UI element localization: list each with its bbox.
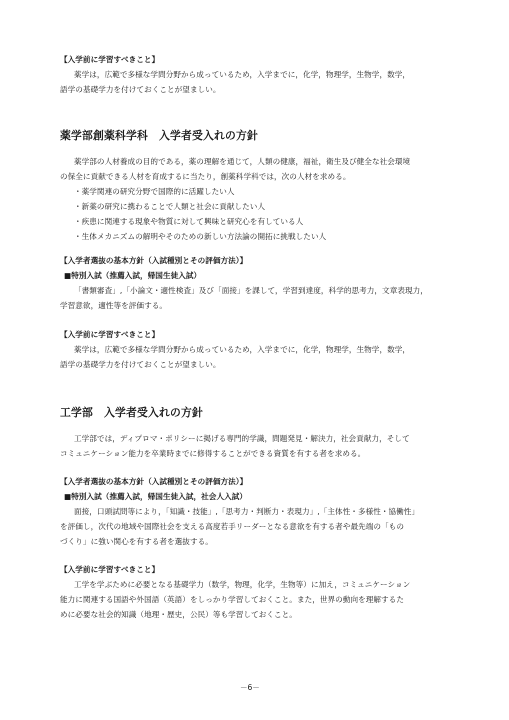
body-line: 工学部では，ディプロマ・ポリシーに掲げる専門的学識，問題発見・解決力，社会貢献力，そして [74, 434, 410, 443]
section-heading: 【入学前に学習すべきこと】 [60, 565, 160, 574]
body-line: 能力に関連する国語や外国語（英語）をしっかり学習しておくこと。また，世界の動向を理解するた [60, 595, 404, 604]
exam-type-label: ■特別入試（推薦入試，帰国生徒入試，社会人入試） [64, 492, 248, 501]
body-line: 薬学は，広範で多様な学問分野から成っているため，入学までに，化学，物理学，生物学，数学， [74, 70, 411, 79]
bullet-item: ・生体メカニズムの解明やそのための新しい方法論の開拓に挑戦したい人 [74, 232, 327, 241]
body-line: 「書類審査」,「小論文・適性検査」及び「面接」を課して，学習到達度，科学的思考力，文章表現力， [74, 286, 428, 295]
page-number: －6－ [240, 683, 260, 692]
policy-heading: 【入学者選抜の基本方針（入試種別とその評価方法）】 [60, 477, 248, 486]
bullet-item: ・新薬の研究に携わることで人類と社会に貢献したい人 [74, 202, 266, 211]
body-line: めに必要な社会的知識（地理・歴史，公民）等も学習しておくこと。 [60, 610, 297, 619]
body-line: を評価し，次代の地域や国際社会を支える高度若手リーダーとなる意欲を有する者や最先端の「もの [60, 522, 404, 531]
body-line: 語学の基礎学力を付けておくことが望ましい。 [60, 85, 221, 94]
body-line: コミュニケーション能力を卒業時までに修得することができる資質を有する者を求める。 [60, 449, 366, 458]
body-line: の保全に貢献できる人材を育成するに当たり，創薬科学科では，次の人材を求める。 [60, 172, 351, 181]
body-line: 工学を学ぶために必要となる基礎学力（数学，物理，化学，生物等）に加え，コミュニケーション [74, 580, 411, 589]
body-line: 薬学部の人材養成の目的である，薬の理解を通じて，人類の健康，福祉，衛生及び健全な社会環境 [74, 157, 411, 166]
body-line: 学習意欲，適性等を評価する。 [60, 301, 168, 310]
body-line: 面接，口頭試問等により，「知識・技能」,「思考力・判断力・表現力」,「主体性・多様性・協働性」 [74, 507, 420, 516]
section-heading: 【入学前に学習すべきこと】 [60, 330, 160, 339]
section-heading: 【入学前に学習すべきこと】 [60, 55, 160, 64]
policy-heading: 【入学者選抜の基本方針（入試種別とその評価方法）】 [60, 256, 248, 265]
section-title: 工学部 入学者受入れの方針 [60, 406, 203, 419]
bullet-item: ・疾患に関連する現象や物質に対して興味と研究心を有している人 [74, 217, 304, 226]
bullet-item: ・薬学関連の研究分野で国際的に活躍したい人 [74, 187, 235, 196]
exam-type-label: ■特別入試（推薦入試，帰国生徒入試） [64, 271, 202, 280]
body-line: づくり」に強い関心を有する者を選抜する。 [60, 537, 213, 546]
section-title: 薬学部創薬科学科 入学者受入れの方針 [60, 129, 258, 142]
body-line: 語学の基礎学力を付けておくことが望ましい。 [60, 360, 221, 369]
body-line: 薬学は，広範で多様な学問分野から成っているため，入学までに，化学，物理学，生物学，数学， [74, 345, 411, 354]
